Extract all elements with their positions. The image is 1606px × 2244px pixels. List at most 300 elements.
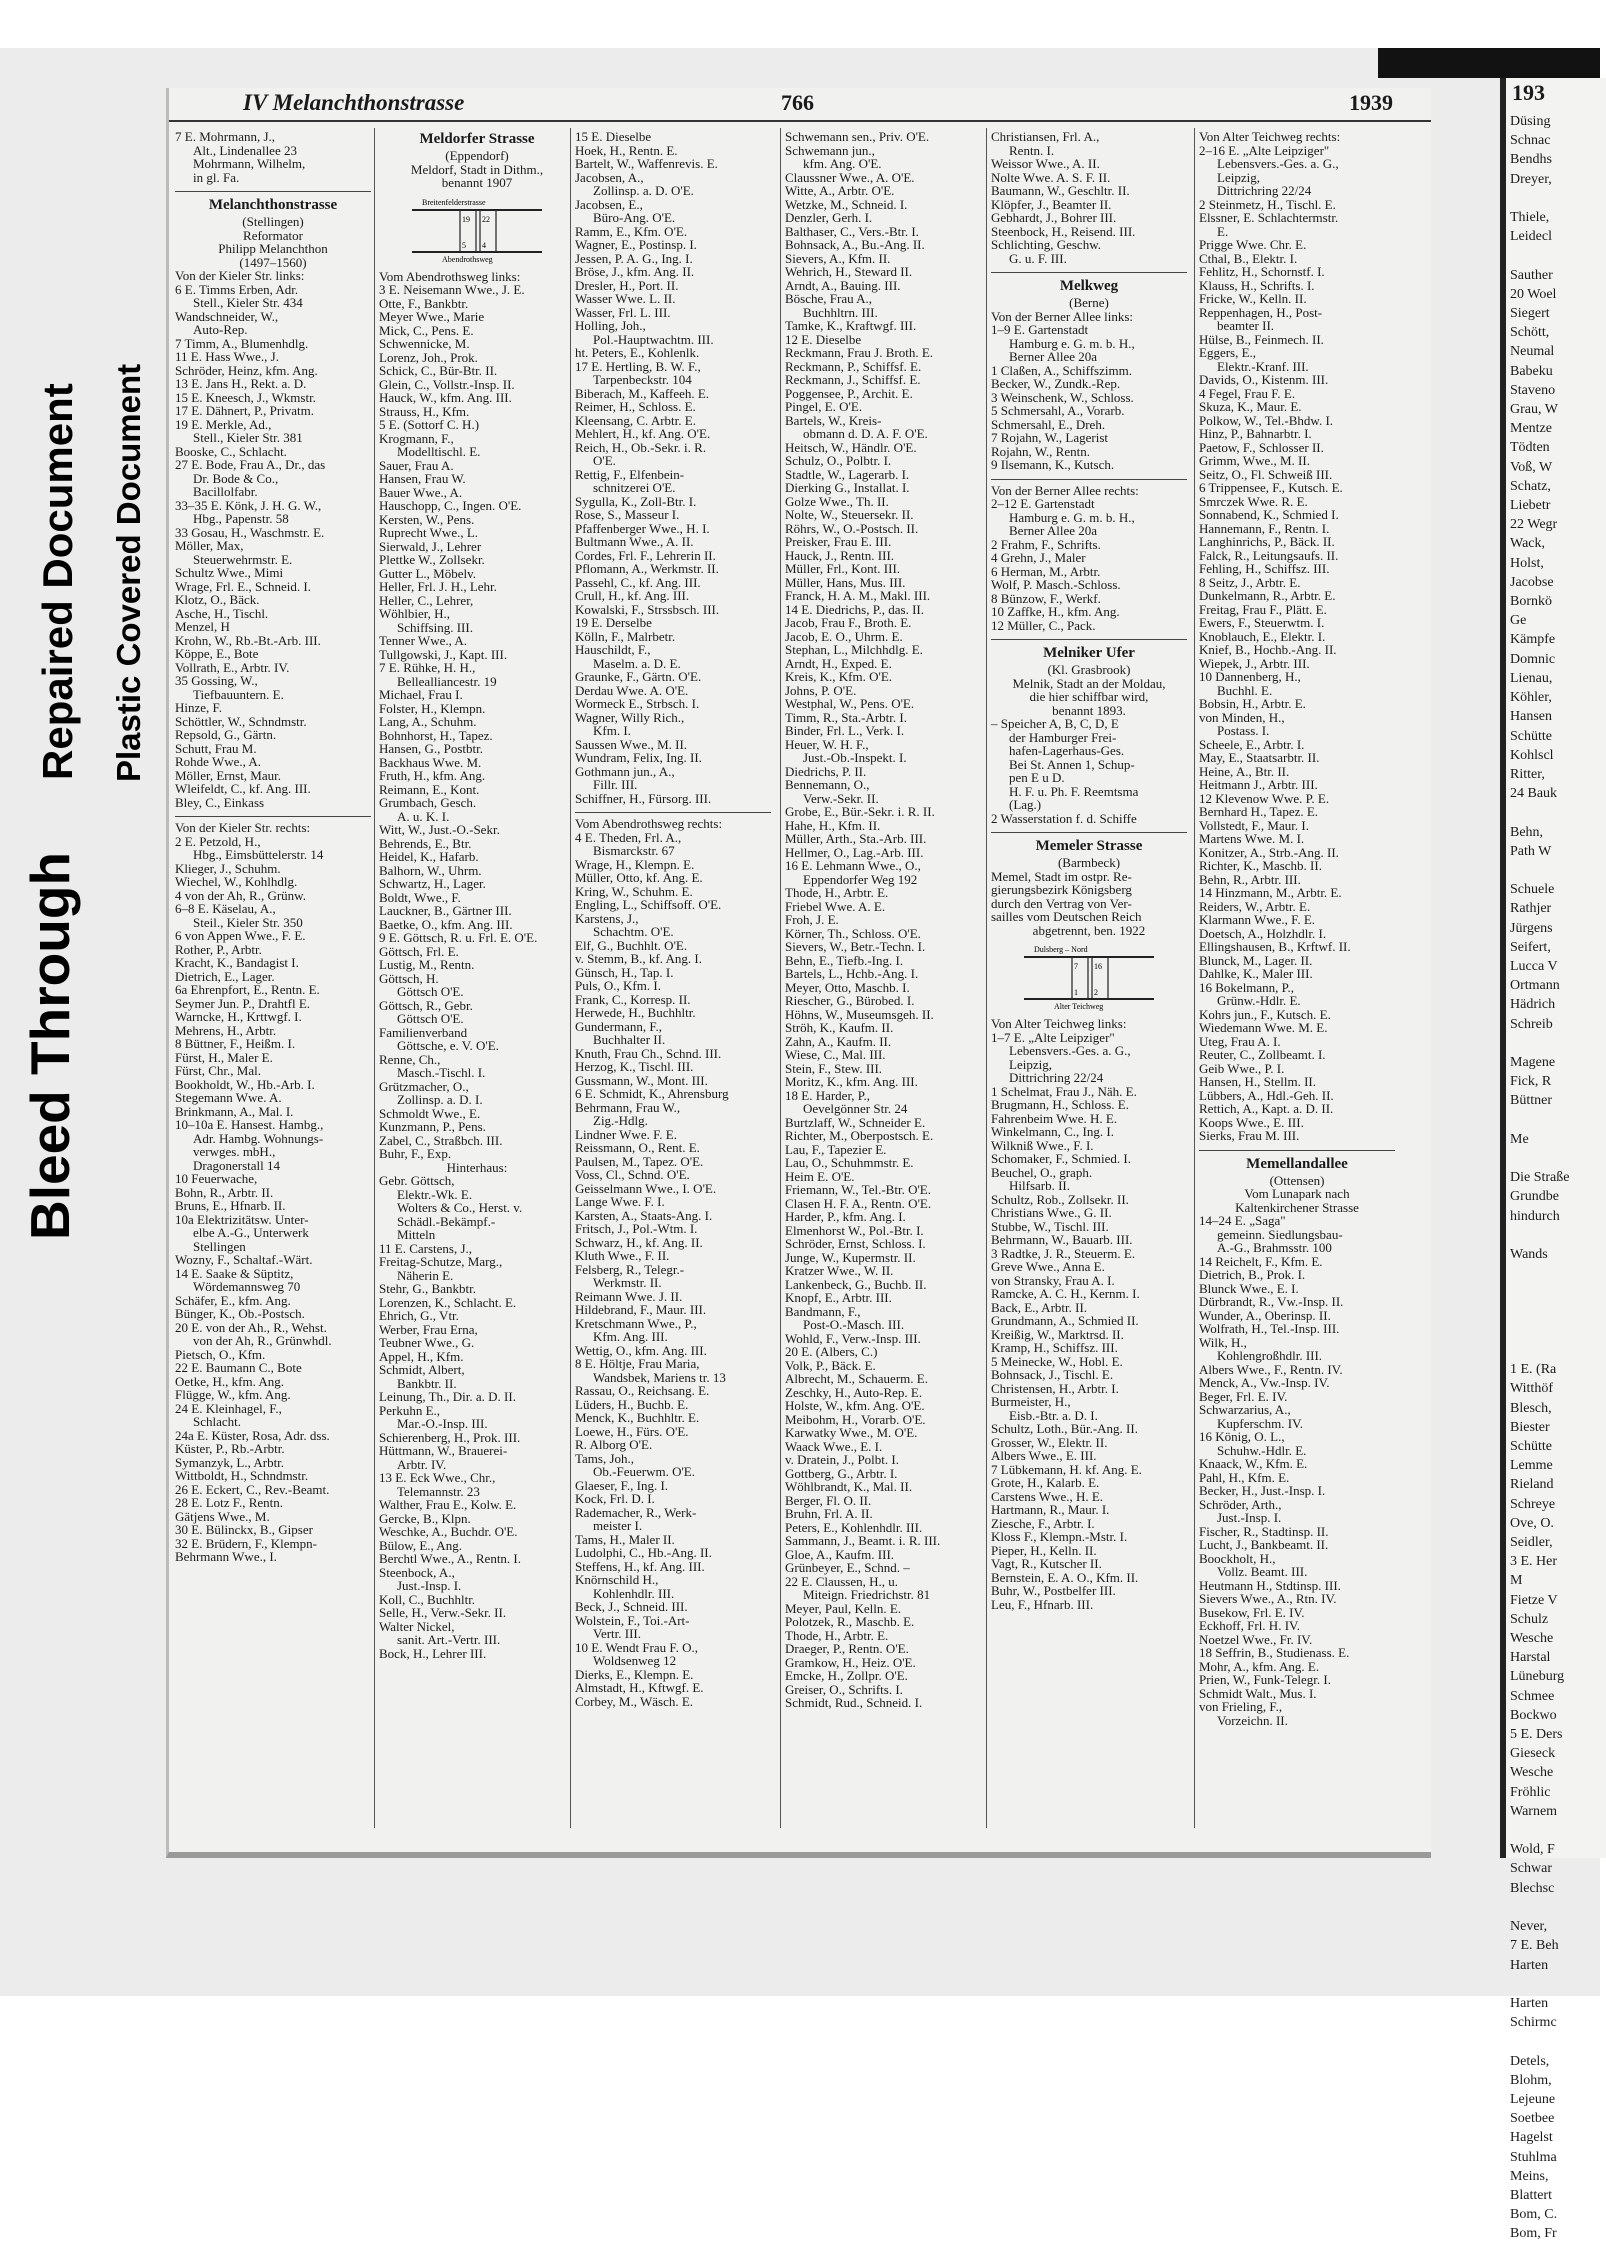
directory-entry: 18 E. Harder, P., xyxy=(785,1087,871,1103)
directory-entry: Zeschky, H., Auto-Rep. E. xyxy=(785,1384,923,1400)
directory-entry: Lauckner, B., Gärtner III. xyxy=(379,903,512,918)
directory-entry: Bernhard H., Tapez. E. xyxy=(1199,804,1319,819)
directory-entry: Schultz, Rob., Zollsekr. II. xyxy=(991,1191,1129,1207)
directory-entry: Buhr, F., Exp. xyxy=(379,1146,452,1161)
directory-entry: Behrmann, W., Bauarb. III. xyxy=(991,1232,1133,1247)
directory-entry: Wittboldt, H., Schndmstr. xyxy=(175,1468,309,1483)
facing-page-entry: Ritter, xyxy=(1510,766,1545,782)
directory-entry: Kracht, K., Bandagist I. xyxy=(175,955,299,970)
directory-entry: Selle, H., Verw.-Sekr. II. xyxy=(379,1605,507,1620)
directory-entry: Berchtl Wwe., A., Rentn. I. xyxy=(379,1551,522,1566)
directory-entry: 3 Radtke, J. R., Steuerm. E. xyxy=(991,1245,1136,1261)
facing-page-entry: Wands xyxy=(1510,1246,1548,1262)
directory-entry: 14 E. Diedrichs, P., das. II. xyxy=(785,601,925,617)
facing-page-entry: Ortmann xyxy=(1510,978,1560,994)
directory-entry: Nolte Wwe. A. S. F. II. xyxy=(991,169,1111,185)
section-divider xyxy=(175,809,371,817)
directory-entry: Karstens, J., xyxy=(575,910,639,926)
directory-entry: Kloss F., Klempn.-Mstr. I. xyxy=(991,1529,1128,1544)
facing-page-entry xyxy=(1506,1283,1606,1302)
street-heading: Melkweg xyxy=(1059,278,1119,294)
directory-entry: durch den Vertrag von Ver- xyxy=(991,895,1132,911)
directory-entry: Brinkmann, A., Mal. I. xyxy=(175,1103,294,1119)
directory-entry: H. F. u. Ph. F. Reemtsma xyxy=(1009,783,1139,799)
directory-entry: Ludolphi, C., Hb.-Ang. II. xyxy=(575,1545,712,1560)
facing-page-entry: Schütte xyxy=(1510,1439,1552,1455)
directory-entry: 16 E. Lehmann Wwe., O., xyxy=(785,858,921,873)
directory-entry: Bismarckstr. 67 xyxy=(593,843,675,858)
directory-entry: Stellingen xyxy=(193,1238,246,1254)
directory-entry: Grünw.-Hdlr. E. xyxy=(1217,993,1301,1008)
directory-entry: Schmidt Walt., Mus. I. xyxy=(1199,1685,1317,1701)
directory-entry: Franck, H. A. M., Makl. III. xyxy=(785,588,931,603)
directory-entry: Philipp Melanchthon xyxy=(218,241,328,256)
facing-page-entry: Schreye xyxy=(1510,1496,1556,1512)
directory-entry: Lau, F., Tapezier E. xyxy=(785,1141,887,1157)
directory-entry: Albrecht, M., Schauerm. E. xyxy=(785,1371,928,1386)
directory-entry: Hinze, F. xyxy=(175,700,222,715)
directory-entry: Familienverband xyxy=(379,1024,468,1040)
column-2 xyxy=(379,130,575,1842)
directory-entry: 27 E. Bode, Frau A., Dr., das xyxy=(175,457,326,472)
directory-entry: Behn, R., Arbtr. III. xyxy=(1199,871,1301,887)
facing-page-entry: Schuele xyxy=(1510,882,1555,898)
directory-entry: Elf, G., Buchhlt. O'E. xyxy=(575,937,688,953)
directory-entry: Wöhlbrandt, K., Mal. II. xyxy=(785,1479,913,1494)
directory-entry: Bösche, Frau A., xyxy=(785,291,873,306)
directory-entry: Grote, H., Kalarb. E. xyxy=(991,1475,1100,1490)
directory-entry: Vom Abendrothsweg rechts: xyxy=(575,816,723,831)
directory-entry: Bei St. Annen 1, Schup- xyxy=(1009,756,1135,772)
directory-entry: Pietsch, O., Kfm. xyxy=(175,1346,266,1362)
directory-entry: E. xyxy=(1217,223,1229,239)
directory-entry: Modelltischl. E. xyxy=(397,444,481,459)
directory-entry: Passehl, C., kf. Ang. III. xyxy=(575,574,701,590)
facing-page-entry xyxy=(1506,1322,1606,1341)
directory-entry: Polotzek, R., Maschb. E. xyxy=(785,1614,915,1629)
facing-page-entry: Path W xyxy=(1510,843,1552,859)
directory-entry: Becker, H., Just.-Insp. I. xyxy=(1199,1483,1326,1498)
directory-entry: Christiansen, Frl. A., xyxy=(991,129,1100,144)
directory-entry: Schmoldt Wwe., E. xyxy=(379,1105,481,1121)
directory-entry: Harder, P., kfm. Ang. I. xyxy=(785,1209,906,1224)
directory-entry: die hier schiffbar wird, xyxy=(1029,689,1149,704)
directory-entry: Greiser, O., Schrifts. I. xyxy=(785,1681,903,1697)
directory-entry: Waack Wwe., E. I. xyxy=(785,1438,883,1454)
directory-entry: Wolf, P. Masch.-Schloss. xyxy=(991,577,1121,592)
directory-entry: Wasser Wwe. L. II. xyxy=(575,291,676,306)
facing-page-entry: Wack, xyxy=(1510,536,1546,552)
directory-entry: Busekow, Frl. E. IV. xyxy=(1199,1604,1305,1620)
facing-page-entry: Soetbee xyxy=(1510,2111,1555,2127)
directory-entry: Kock, Frl. D. I. xyxy=(575,1491,655,1506)
directory-entry: Heitmann J., Arbtr. III. xyxy=(1199,777,1318,792)
directory-entry: Hansen, G., Postbtr. xyxy=(379,741,483,756)
directory-entry: Gottberg, G., Arbtr. I. xyxy=(785,1465,898,1481)
directory-entry: Eckhoff, Frl. H. IV. xyxy=(1199,1618,1300,1633)
directory-entry: Schmidt, Rud., Schneid. I. xyxy=(785,1695,923,1710)
directory-entry: Wiese, C., Mal. III. xyxy=(785,1047,886,1062)
directory-entry: Wehrich, H., Steward II. xyxy=(785,264,913,279)
facing-page-entry: Never, xyxy=(1510,1919,1548,1935)
directory-entry: 17 E. Hertling, B. W. F., xyxy=(575,358,701,374)
directory-entry: Adr. Hambg. Wohnungs- xyxy=(193,1130,324,1146)
facing-page-entry: Leidecl xyxy=(1510,229,1552,245)
directory-entry: 8 E. Höltje, Frau Maria, xyxy=(575,1356,700,1371)
directory-entry: Draeger, P., Rentn. O'E. xyxy=(785,1641,909,1656)
directory-entry: Lorenzen, K., Schlacht. E. xyxy=(379,1294,517,1310)
directory-entry: Mehrens, H., Arbtr. xyxy=(175,1022,277,1038)
directory-entry: Tenner Wwe., A. xyxy=(379,633,468,648)
facing-page-entry: Seidler, xyxy=(1510,1535,1553,1551)
directory-entry: Vagt, R., Kutscher II. xyxy=(991,1556,1102,1571)
facing-page-entry xyxy=(1506,1264,1606,1283)
directory-entry: abgetrennt, ben. 1922 xyxy=(1032,922,1146,938)
directory-entry: Reckmann, P., Schiffsf. E. xyxy=(785,358,922,374)
directory-entry: Wolfrath, H., Tel.-Insp. III. xyxy=(1199,1321,1340,1336)
directory-entry: Tullgowski, J., Kapt. III. xyxy=(379,646,508,662)
directory-entry: Bellealliancestr. 19 xyxy=(397,673,497,689)
directory-entry: Zahn, A., Kaufm. II. xyxy=(785,1033,892,1049)
directory-entry: Hbg., Papenstr. 58 xyxy=(193,511,289,526)
directory-entry: Heidel, K., Hafarb. xyxy=(379,849,479,864)
directory-entry: 4 Grehn, J., Maler xyxy=(991,550,1086,565)
directory-entry: Klauss, H., Schrifts. I. xyxy=(1199,277,1315,293)
directory-entry: Büro-Ang. O'E. xyxy=(593,210,676,225)
directory-entry: R. Alborg O'E. xyxy=(575,1437,653,1452)
directory-entry: Elssner, E. Schlachtermstr. xyxy=(1199,210,1339,225)
directory-entry: 1–9 E. Gartenstadt xyxy=(991,322,1089,337)
directory-entry: Bley, C., Einkass xyxy=(175,794,265,810)
directory-entry: Kratzer Wwe., W. II. xyxy=(785,1263,894,1278)
directory-entry: Reuter, C., Zollbeamt. I. xyxy=(1199,1047,1326,1062)
directory-entry: Lustig, M., Rentn. xyxy=(379,957,475,972)
directory-entry: Peters, E., Kohlenhdlr. III. xyxy=(785,1519,923,1535)
directory-entry: Ströh, K., Kaufm. II. xyxy=(785,1020,894,1035)
directory-entry: Tams, Joh., xyxy=(575,1450,635,1466)
directory-entry: Lankenbeck, G., Buchb. II. xyxy=(785,1276,927,1292)
directory-entry: Seitz, O., Fl. Schweiß III. xyxy=(1199,466,1333,482)
directory-entry: (Stellingen) xyxy=(242,214,304,229)
directory-entry: Gutter L., Möbelv. xyxy=(379,565,476,581)
directory-entry: Hauschildt, F., xyxy=(575,642,651,657)
directory-entry: von Stransky, Frau A. I. xyxy=(991,1272,1115,1288)
directory-entry: Pingel, E. O'E. xyxy=(785,399,863,414)
directory-entry: A.-G., Brahmsstr. 100 xyxy=(1217,1240,1332,1255)
directory-entry: Leu, F., Hfnarb. III. xyxy=(991,1596,1094,1612)
directory-entry: Bohn, R., Arbtr. II. xyxy=(175,1184,274,1200)
directory-entry: Boldt, Wwe., F. xyxy=(379,889,461,905)
directory-entry: pen E u D. xyxy=(1009,770,1065,785)
directory-entry: Puls, O., Kfm. I. xyxy=(575,978,661,993)
directory-entry: Kohlengroßhdlr. III. xyxy=(1217,1348,1323,1363)
directory-entry: 18 Seffrin, B., Studienass. E. xyxy=(1199,1645,1350,1660)
directory-entry: elbe A.-G., Unterwerk xyxy=(193,1225,309,1240)
facing-page-entry xyxy=(1506,803,1606,822)
directory-entry: Grumbach, Gesch. xyxy=(379,795,477,810)
directory-entry: Thode, H., Arbtr. E. xyxy=(785,1627,889,1643)
directory-entry: Dittrichring 22/24 xyxy=(1217,183,1312,198)
directory-entry: 6 Herman, M., Arbtr. xyxy=(991,563,1101,579)
directory-entry: Dragonerstall 14 xyxy=(193,1157,281,1173)
facing-page-entry: Warnem xyxy=(1510,1803,1558,1819)
directory-entry: Stell., Kieler Str. 381 xyxy=(193,430,303,445)
directory-entry: Hamburg e. G. m. b. H., xyxy=(1009,335,1135,351)
directory-entry: Reich, H., Ob.-Sekr. i. R. xyxy=(575,439,707,455)
map-number: 4 xyxy=(482,240,486,250)
facing-page-entry: Schulz xyxy=(1510,1611,1549,1627)
directory-entry: 24a E. Küster, Rosa, Adr. dss. xyxy=(175,1427,330,1443)
directory-entry: 1 Schelmat, Frau J., Näh. E. xyxy=(991,1083,1137,1099)
directory-entry: (Lag.) xyxy=(1009,797,1042,812)
directory-entry: Tarpenbeckstr. 104 xyxy=(593,372,692,387)
directory-entry: Martens Wwe. M. I. xyxy=(1199,831,1305,846)
directory-entry: Elektr.-Wk. E. xyxy=(397,1186,473,1202)
directory-entry: Hauck, J., Rentn. III. xyxy=(785,547,895,563)
directory-entry: Hansen, Frau W. xyxy=(379,471,466,486)
directory-entry: Sierks, Frau M. III. xyxy=(1199,1128,1300,1143)
facing-page-entry: Schwar xyxy=(1510,1861,1552,1877)
facing-page-entry xyxy=(1506,1341,1606,1360)
directory-entry: Kupferschm. IV. xyxy=(1217,1415,1304,1431)
directory-entry: Krogmann, F., xyxy=(379,430,454,446)
directory-entry: Heuer, W. H. F., xyxy=(785,736,869,752)
directory-entry: Kaltenkirchener Strasse xyxy=(1235,1199,1359,1215)
directory-entry: beamter II. xyxy=(1217,318,1275,333)
directory-entry: Herzog, K., Tischl. III. xyxy=(575,1059,694,1074)
directory-entry: Behrmann, Frau W., xyxy=(575,1099,681,1115)
directory-entry: Fruth, H., kfm. Ang. xyxy=(379,768,486,783)
directory-entry: Behn, E., Tiefb.-Ing. I. xyxy=(785,952,904,968)
directory-entry: Dahlke, K., Maler III. xyxy=(1199,966,1313,981)
directory-entry: Hbg., Eimsbüttelerstr. 14 xyxy=(193,847,324,862)
directory-entry: Booske, C., Schlacht. xyxy=(175,443,287,459)
directory-entry: Smrczek Wwe. R. E. xyxy=(1199,493,1308,509)
directory-entry: 14 E. Saake & Süptitz, xyxy=(175,1265,294,1281)
facing-page-entry: Mentze xyxy=(1510,421,1552,437)
directory-entry: Wagner, Willy Rich., xyxy=(575,709,685,725)
directory-entry: Schröder, Ernst, Schloss. I. xyxy=(785,1236,926,1251)
facing-page-entry: Dreyer, xyxy=(1510,171,1552,187)
directory-entry: Röhrs, W., O.-Postsch. II. xyxy=(785,520,919,536)
directory-entry: Beuchel, O., graph. xyxy=(991,1164,1093,1180)
directory-entry: Miteign. Friedrichstr. 81 xyxy=(803,1587,931,1602)
directory-entry: 20 E. von der Ah., R., Wehst. xyxy=(175,1319,327,1335)
directory-entry: 1–7 E. „Alte Leipziger" xyxy=(991,1029,1115,1045)
directory-entry: Steenbock, A., xyxy=(379,1564,455,1580)
directory-entry: der Hamburger Frei- xyxy=(1009,729,1117,745)
facing-page-entry: Fick, R xyxy=(1510,1074,1552,1090)
directory-entry: Schröder, Arth., xyxy=(1199,1496,1282,1512)
directory-entry: Symanzyk, L., Arbtr. xyxy=(175,1454,285,1470)
directory-entry: Masch.-Tischl. I. xyxy=(397,1065,486,1080)
directory-entry: Grobe, E., Bür.-Sekr. i. R. II. xyxy=(785,804,935,819)
directory-entry: Grünbeyer, E., Schnd. – xyxy=(785,1560,910,1575)
directory-entry: Reppenhagen, H., Post- xyxy=(1199,304,1323,320)
directory-entry: Knuth, Frau Ch., Schnd. III. xyxy=(575,1045,722,1061)
directory-entry: Kramp, H., Schiffsz. III. xyxy=(991,1340,1118,1355)
directory-entry: Christians Wwe., G. II. xyxy=(991,1205,1112,1220)
directory-entry: Bünger, K., Ob.-Postsch. xyxy=(175,1306,305,1321)
directory-entry: 5 Meinecke, W., Hobl. E. xyxy=(991,1353,1123,1369)
directory-entry: Ramm, E., Kfm. O'E. xyxy=(575,223,688,239)
directory-entry: Wolters & Co., Herst. v. xyxy=(397,1200,523,1215)
directory-entry: Arndt, H., Exped. E. xyxy=(785,655,892,671)
facing-page-entry: Bom, C. xyxy=(1510,2207,1558,2223)
directory-entry: Dietrich, B., Prok. I. xyxy=(1199,1267,1306,1282)
directory-entry: Doetsch, A., Holzhdlr. I. xyxy=(1199,925,1327,941)
directory-entry: Koops Wwe., E. III. xyxy=(1199,1114,1304,1130)
directory-entry: Reimann Wwe. J. II. xyxy=(575,1288,683,1304)
directory-entry: Grosser, W., Elektr. II. xyxy=(991,1434,1108,1450)
directory-entry: Mohrmann, Wilhelm, xyxy=(193,156,306,171)
directory-entry: Bultmann Wwe., A. II. xyxy=(575,534,694,549)
directory-entry: in gl. Fa. xyxy=(193,169,240,185)
directory-entry: Zabel, C., Straßbch. III. xyxy=(379,1132,503,1148)
directory-entry: Wunder, A., Oberinsp. II. xyxy=(1199,1307,1331,1323)
facing-page-entry: Voß, W xyxy=(1510,459,1553,475)
directory-entry: Fillr. III. xyxy=(593,777,638,792)
directory-entry: Schulz, O., Polbtr. I. xyxy=(785,453,892,468)
directory-entry: 13 E. Jans H., Rekt. a. D. xyxy=(175,376,307,391)
directory-entry: Schiffner, H., Fürsorg. III. xyxy=(575,790,712,806)
facing-page-entry: Rathjer xyxy=(1510,901,1552,917)
directory-entry: Werkmstr. II. xyxy=(593,1275,662,1290)
directory-entry: obmann d. D. A. F. O'E. xyxy=(803,426,928,441)
directory-entry: Brugmann, H., Schloss. E. xyxy=(991,1097,1129,1112)
directory-entry: Heller, C., Lehrer, xyxy=(379,592,474,608)
directory-entry: Wilk, H., xyxy=(1199,1334,1247,1350)
directory-entry: Schwemann sen., Priv. O'E. xyxy=(785,129,930,144)
meldorfer-street-map xyxy=(402,194,552,264)
directory-entry: Hildebrand, F., Maur. III. xyxy=(575,1302,707,1317)
directory-entry: Arndt, A., Bauing. III. xyxy=(785,277,901,293)
directory-entry: Glaeser, F., Ing. I. xyxy=(575,1477,669,1493)
facing-page-entry: Holst, xyxy=(1510,555,1544,571)
directory-entry: Michael, Frau I. xyxy=(379,687,463,702)
facing-page-entry: Jürgens xyxy=(1510,920,1553,936)
directory-entry: Wördemannsweg 70 xyxy=(193,1279,301,1294)
directory-entry: 6 E. Timms Erben, Adr. xyxy=(175,281,299,297)
directory-entry: Wandschneider, W., xyxy=(175,308,279,324)
section-divider xyxy=(991,632,1187,640)
directory-entry: 2 Wasserstation f. d. Schiffe xyxy=(991,810,1137,826)
directory-entry: Bobsin, H., Arbtr. E. xyxy=(1199,696,1306,711)
directory-entry: Schutt, Frau M. xyxy=(175,740,257,756)
directory-entry: Westphal, W., Pens. O'E. xyxy=(785,696,915,711)
directory-entry: 5 E. (Sottorf C. H.) xyxy=(379,417,480,432)
facing-page-entry: Schreib xyxy=(1510,1016,1553,1032)
directory-entry: Stein, F., Stew. III. xyxy=(785,1060,883,1076)
directory-entry: 10 Dannenberg, H., xyxy=(1199,669,1301,684)
directory-entry: Kölln, F., Malrbetr. xyxy=(575,628,676,644)
directory-entry: Verw.-Sekr. II. xyxy=(803,790,879,806)
directory-entry: Lorenz, Joh., Prok. xyxy=(379,349,478,365)
directory-entry: Beger, Frl. E. IV. xyxy=(1199,1388,1288,1404)
facing-page-entry: hindurch xyxy=(1510,1208,1560,1224)
directory-entry: 10 Feuerwache, xyxy=(175,1171,258,1186)
directory-entry: Seymer Jun. P., Drahtfl E. xyxy=(175,995,311,1011)
directory-entry: Jessen, P. A. G., Ing. I. xyxy=(575,250,693,266)
directory-entry: 32 E. Brüdern, F., Klempn- xyxy=(175,1535,317,1551)
directory-entry: Bandmann, F., xyxy=(785,1303,861,1319)
facing-page-entry: Detels, xyxy=(1510,2053,1550,2069)
directory-entry: Denzler, Gerh. I. xyxy=(785,210,873,225)
directory-entry: Claussner Wwe., A. O'E. xyxy=(785,169,915,185)
directory-entry: Grimm, Wwe., M. II. xyxy=(1199,453,1310,468)
directory-entry: gierungsbezirk Königsberg xyxy=(991,882,1132,897)
directory-entry: Frank, C., Korresp. II. xyxy=(575,991,691,1007)
directory-entry: Bartelt, W., Waffenrevis. E. xyxy=(575,156,718,171)
directory-entry: (Ottensen) xyxy=(1269,1172,1325,1188)
directory-entry: Müller, Otto, kf. Ang. E. xyxy=(575,870,703,885)
facing-page-entry: Ge xyxy=(1510,613,1527,629)
directory-entry: Wagner, E., Postinsp. I. xyxy=(575,237,697,252)
directory-entry: Bülow, E., Ang. xyxy=(379,1537,462,1553)
directory-entry: Gebr. Göttsch, xyxy=(379,1173,455,1188)
directory-entry: Reimer, H., Schloss. E. xyxy=(575,399,696,414)
directory-entry: Menck, A., Vw.-Insp. IV. xyxy=(1199,1375,1330,1390)
directory-entry: Felsberg, R., Telegr.- xyxy=(575,1261,685,1277)
directory-entry: Gundermann, F., xyxy=(575,1018,663,1034)
directory-entry: Bacillolfabr. xyxy=(193,484,258,499)
directory-entry: Dietrich, E., Lager. xyxy=(175,968,275,984)
street-heading: Meldorfer Strasse xyxy=(419,131,535,147)
directory-entry: Von Alter Teichweg rechts: xyxy=(1199,129,1341,144)
directory-entry: Walter Nickel, xyxy=(379,1618,455,1634)
directory-entry: 7 Rojahn, W., Lagerist xyxy=(991,430,1108,445)
facing-page-entry xyxy=(1506,189,1606,208)
directory-entry: Vollstedt, F., Maur. I. xyxy=(1199,817,1309,833)
directory-entry: Burtzlaff, W., Schneider E. xyxy=(785,1114,926,1130)
facing-page-entry xyxy=(1506,2032,1606,2051)
directory-entry: Berger, Fl. O. II. xyxy=(785,1492,872,1508)
directory-entry: Schlacht. xyxy=(193,1414,242,1429)
directory-entry: Woldsenweg 12 xyxy=(593,1653,677,1668)
directory-entry: Steffens, H., kf. Ang. III. xyxy=(575,1558,705,1574)
scanner-top-band xyxy=(0,0,1600,48)
directory-entry: Knörnschild H., xyxy=(575,1572,659,1587)
directory-entry: Junge, W., Kupermstr. II. xyxy=(785,1249,916,1265)
facing-page-entry xyxy=(1506,1034,1606,1053)
directory-entry: Just.-Insp. I. xyxy=(397,1578,462,1593)
header-street-range: IV Melanchthonstrasse xyxy=(243,90,465,115)
directory-entry: Bartels, W., Kreis- xyxy=(785,412,882,428)
directory-entry: schnitzerei O'E. xyxy=(593,480,676,495)
directory-entry: Gloe, A., Kaufm. III. xyxy=(785,1546,895,1562)
directory-entry: Gussmann, W., Mont. III. xyxy=(575,1072,708,1088)
directory-entry: 6 von Appen Wwe., F. E. xyxy=(175,928,306,943)
directory-entry: Blunck Wwe., E. I. xyxy=(1199,1280,1299,1296)
directory-entry: Göttsch, H. xyxy=(379,970,439,986)
directory-entry: Sierwald, J., Lehrer xyxy=(379,538,482,554)
directory-entry: Diedrichs, P. II. xyxy=(785,763,867,779)
facing-page-entry xyxy=(1506,1303,1606,1322)
directory-entry: Stadtle, W., Lagerarb. I. xyxy=(785,466,910,482)
section-divider xyxy=(175,184,371,192)
directory-entry: Wiechel, W., Kohlhdlg. xyxy=(175,874,298,889)
column-divider xyxy=(1194,128,1195,1828)
facing-page-entry xyxy=(1506,1975,1606,1994)
directory-entry: Wasser, Frl. L. III. xyxy=(575,304,671,320)
directory-entry: Riescher, G., Bürobed. I. xyxy=(785,993,915,1008)
directory-entry: Postass. I. xyxy=(1217,723,1270,738)
directory-entry: Wilkniß Wwe., F. I. xyxy=(991,1137,1094,1153)
directory-entry: Just.-Insp. I. xyxy=(1217,1510,1282,1525)
directory-entry: Jacobsen, E., xyxy=(575,196,643,212)
facing-page-entry: 1 E. (Ra xyxy=(1510,1362,1557,1378)
directory-entry: Engling, L., Schiffsoff. O'E. xyxy=(575,897,722,912)
